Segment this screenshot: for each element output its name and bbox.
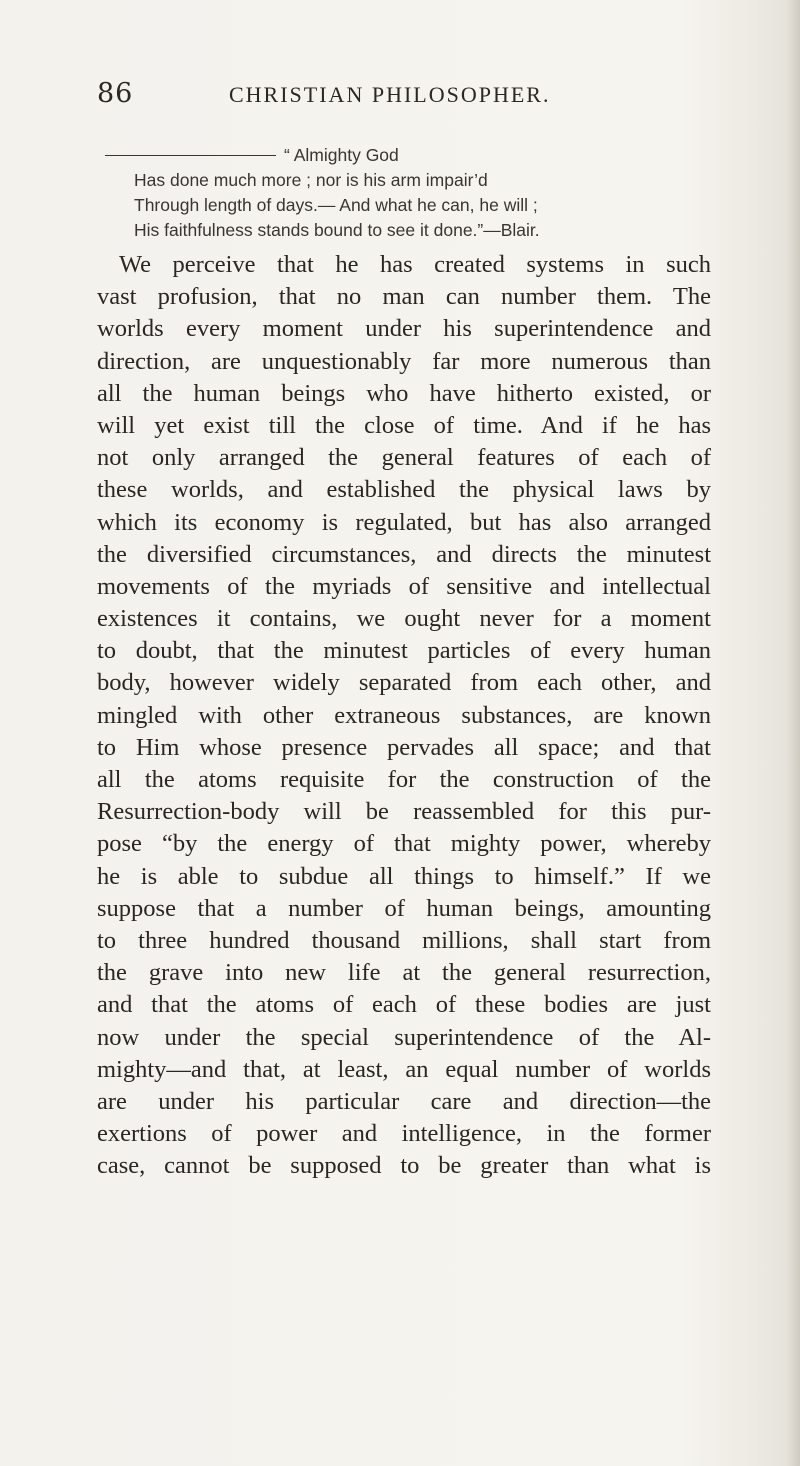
text-line: suppose that a number of human beings, amounting [97,894,711,922]
epigraph-line: Has done much more ; nor is his arm impair’d [134,170,488,190]
epigraph-quotation [134,143,694,243]
body-paragraph [97,249,711,1182]
text-line: which its economy is regulated, but has also arranged [97,508,711,536]
epigraph-line-text: “ Almighty God [284,145,399,165]
text-line: are under his particular care and direction—the [97,1087,711,1115]
epigraph-line [134,143,694,168]
text-line: not only arranged the general features of each of [97,444,711,472]
text-line: to three hundred thousand millions, shall start from [97,926,711,954]
text-line: worlds every moment under his superintendence and [97,315,711,343]
text-line: mighty—and that, at least, an equal number of worlds [97,1055,711,1083]
text-line: to Him whose presence pervades all space; and that [97,733,711,761]
text-line: will yet exist till the close of time. And if he has [97,411,711,439]
text-line: all the atoms requisite for the construction of the [97,766,711,793]
epigraph-line: His faithfulness stands bound to see it done.”—Blair. [134,220,540,240]
text-line: Resurrection-body will be reassembled for this pur- [97,798,711,826]
text-line: exertions of power and intelligence, in the former [97,1120,711,1148]
text-line: existences it contains, we ought never for a moment [97,605,711,633]
epigraph-line: Through length of days.— And what he can, he will ; [134,195,538,215]
text-line: vast profusion, that no man can number them. The [97,283,711,311]
text-line: and that the atoms of each of these bodies are just [97,991,711,1019]
text-line: now under the special superintendence of the Al- [97,1023,711,1051]
text-line: We perceive that he has created systems in such [119,251,711,278]
epigraph-leading-rule [105,155,276,156]
running-head [97,78,697,112]
text-line: the grave into new life at the general resurrection, [97,959,711,987]
text-line: case, cannot be supposed to be greater than what is [97,1152,711,1180]
page-number: 86 [97,78,134,109]
text-line: to doubt, that the minutest particles of every human [97,637,711,665]
text-line: direction, are unquestionably far more numerous than [97,347,711,375]
text-line: all the human beings who have hitherto existed, or [97,379,711,407]
running-title: CHRISTIAN PHILOSOPHER. [229,82,551,107]
text-line: he is able to subdue all things to himself.” If we [97,862,711,890]
text-line: the diversified circumstances, and directs the minutest [97,540,711,568]
text-line: these worlds, and established the physical laws by [97,476,711,504]
text-line: mingled with other extraneous substances, are known [97,701,711,729]
text-line: body, however widely separated from each other, and [97,669,711,697]
page-edge-shadow [786,0,800,1466]
text-line: pose “by the energy of that mighty power, whereby [97,830,711,858]
text-line: movements of the myriads of sensitive and intellectual [97,572,711,600]
